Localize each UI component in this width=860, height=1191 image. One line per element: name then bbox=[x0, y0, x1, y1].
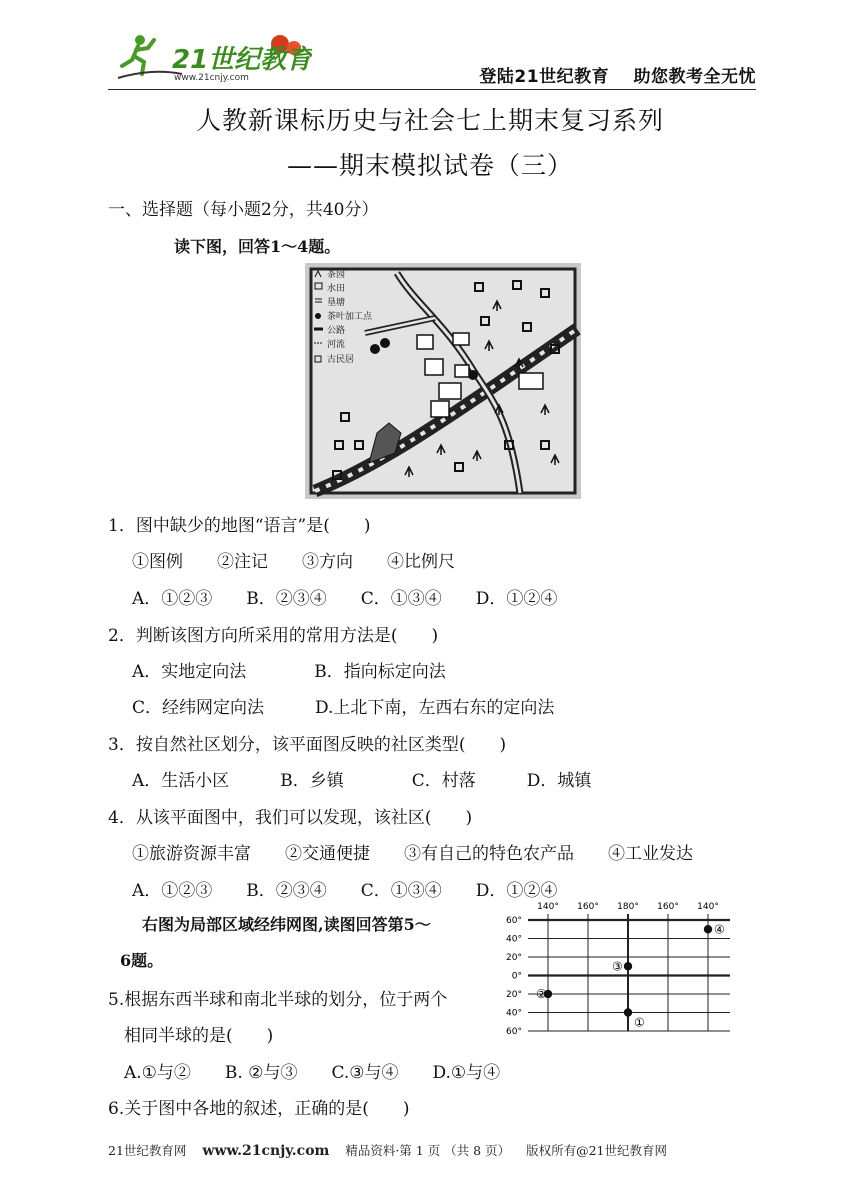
q5-options: A.①与② B. ②与③ C.③与④ D.①与④ bbox=[124, 1063, 501, 1083]
footer-page-info: 精品资料·第 1 页 （共 8 页） bbox=[345, 1143, 511, 1158]
q4-stem: 4．从该平面图中，我们可以发现，该社区( ) bbox=[108, 808, 473, 828]
svg-text:古民居: 古民居 bbox=[327, 355, 355, 365]
lat-label: 40° bbox=[506, 934, 522, 945]
svg-text:河流: 河流 bbox=[327, 340, 346, 350]
slogan-right: 助您教考全无忧 bbox=[633, 67, 756, 87]
q2-options-2: C．经纬网定向法 D.上北下南，左西右东的定向法 bbox=[132, 698, 555, 718]
village-map bbox=[305, 263, 581, 499]
footer-url: www.21cnjy.com bbox=[202, 1143, 330, 1159]
q4-options: A．①②③ B．②③④ C．①③④ D．①②④ bbox=[132, 881, 558, 901]
lat-label: 20° bbox=[506, 953, 522, 963]
q1-items: ①图例 ②注记 ③方向 ④比例尺 bbox=[132, 552, 455, 572]
header-slogan bbox=[479, 62, 756, 87]
q5-stem-1: 5.根据东西半球和南北半球的划分，位于两个 bbox=[108, 990, 448, 1010]
slogan-left: 登陆21世纪教育 bbox=[479, 67, 610, 87]
grid-point-label: ② bbox=[536, 987, 547, 1001]
header-rule bbox=[108, 89, 756, 90]
q1-stem: 1．图中缺少的地图“语言”是( ) bbox=[108, 516, 371, 536]
footer-copyright: 版权所有@21世纪教育网 bbox=[526, 1143, 667, 1158]
q5-stem-2: 相同半球的是( ) bbox=[124, 1026, 274, 1046]
svg-text:水田: 水田 bbox=[327, 284, 346, 294]
lon-label: 140° bbox=[697, 902, 719, 912]
svg-text:茶叶加工点: 茶叶加工点 bbox=[327, 312, 373, 322]
page-title: 人教新课标历史与社会七上期末复习系列 bbox=[195, 106, 664, 135]
page-subtitle: ——期末模拟试卷（三） bbox=[286, 151, 573, 180]
grid-point bbox=[624, 1008, 632, 1016]
q3-stem: 3．按自然社区划分，该平面图反映的社区类型( ) bbox=[108, 735, 507, 755]
q2-options-1: A．实地定向法 B．指向标定向法 bbox=[132, 662, 446, 682]
lat-lon-grid bbox=[486, 900, 736, 1040]
section-heading: 一、选择题（每小题2分，共40分） bbox=[108, 200, 379, 220]
q1-options: A．①②③ B．②③④ C．①③④ D．①②④ bbox=[132, 589, 558, 609]
footer bbox=[108, 1141, 679, 1159]
intro-5-6-line1: 右图为局部区域经纬网图,读图回答第5～ bbox=[142, 915, 431, 934]
intro-5-6-line2: 6题。 bbox=[120, 951, 164, 970]
intro-1-4: 读下图，回答1～4题。 bbox=[174, 237, 341, 256]
lat-label: 60° bbox=[506, 916, 522, 926]
logo-url: www.21cnjy.com bbox=[174, 73, 249, 83]
q4-items: ①旅游资源丰富 ②交通便捷 ③有自己的特色农产品 ④工业发达 bbox=[132, 844, 693, 864]
lat-label: 20° bbox=[506, 990, 522, 1000]
footer-site: 21世纪教育网 bbox=[108, 1143, 187, 1158]
site-logo bbox=[112, 28, 312, 84]
lon-label: 160° bbox=[577, 902, 599, 912]
lon-label: 140° bbox=[537, 902, 559, 912]
q2-stem: 2．判断该图方向所采用的常用方法是( ) bbox=[108, 626, 439, 646]
grid-point-label: ④ bbox=[714, 922, 725, 937]
grid-point bbox=[624, 962, 632, 970]
lat-label: 0° bbox=[511, 971, 522, 982]
grid-point-label: ① bbox=[634, 1015, 645, 1030]
svg-text:垦塘: 垦塘 bbox=[327, 298, 346, 308]
svg-text:公路: 公路 bbox=[327, 326, 346, 336]
lat-label: 40° bbox=[506, 1008, 522, 1019]
logo-text: 21世纪教育 bbox=[172, 45, 312, 75]
lat-label: 60° bbox=[506, 1027, 522, 1037]
lon-label: 160° bbox=[657, 902, 679, 912]
svg-text:茶园: 茶园 bbox=[327, 270, 346, 280]
grid-point bbox=[704, 925, 712, 933]
q3-options: A．生活小区 B．乡镇 C．村落 D．城镇 bbox=[132, 771, 592, 791]
grid-point-label: ③ bbox=[612, 959, 623, 974]
lon-label: 180° bbox=[617, 902, 639, 912]
q6-stem: 6.关于图中各地的叙述，正确的是( ) bbox=[108, 1099, 410, 1119]
